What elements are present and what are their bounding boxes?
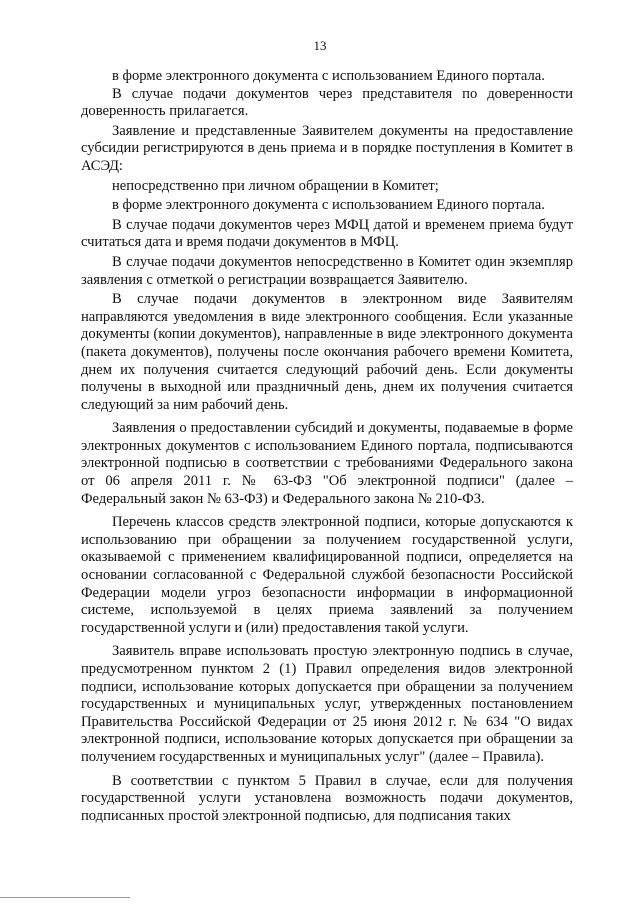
scan-edge-line xyxy=(0,897,130,900)
page-number: 13 xyxy=(313,38,327,53)
paragraph: В соответствии с пунктом 5 Правил в случае, если для получения государственной услуги установлена возможность подачи документов, подписанных простой электронной подписью, для подписания таких xyxy=(81,772,573,824)
document-body xyxy=(81,68,573,825)
paragraph: Заявления о предоставлении субсидий и документы, подаваемые в форме электронных документов с использованием Единого портала, подписываются электронной подписью в соответствии с требованиями Федерального закона от 06 апреля 2011 г. № 63-ФЗ "Об электронной подписи" (далее – Федеральный закон № 63-ФЗ) и Федерального закона № 210-ФЗ. xyxy=(81,420,573,507)
paragraph: В случае подачи документов в электронном виде Заявителям направляются уведомления в виде электронного сообщения. Если указанные документы (копии документов), направленные в виде электронного документа (пакета документов), получены после окончания рабочего времени Комитета, днем их получения считается следующий рабочий день. Если документы получены в выходной или праздничный день, днем их получения считается следующий за ним рабочий день. xyxy=(81,291,573,413)
paragraph: В случае подачи документов через представителя по доверенности доверенность прилагается. xyxy=(81,85,573,120)
paragraph: в форме электронного документа с использованием Единого портала. xyxy=(112,68,545,84)
paragraph: В случае подачи документов через МФЦ датой и временем приема будут считаться дата и время подачи документов в МФЦ. xyxy=(81,216,573,251)
paragraph: В случае подачи документов непосредственно в Комитет один экземпляр заявления с отметкой о регистрации возвращается Заявителю. xyxy=(81,253,573,288)
paragraph: Заявление и представленные Заявителем документы на предоставление субсидии регистрируются в день приема и в порядке поступления в Комитет в АСЭД: xyxy=(81,122,573,174)
paragraph: Перечень классов средств электронной подписи, которые допускаются к использованию при обращении за получением государственной услуги, оказываемой с применением квалифицированной подписи, определяется на основании согласованной с Федеральной службой безопасности Российской Федерации модели угроз безопасности информации в информационной системе, используемой в целях приема заявлений за получением государственной услуги и (или) предоставления такой услуги. xyxy=(81,514,573,636)
paragraph: Заявитель вправе использовать простую электронную подпись в случае, предусмотренном пунктом 2 (1) Правил определения видов электронной подписи, использование которых допускается при обращении за получением государственных и муниципальных услуг, утвержденных постановлением Правительства Российской Федерации от 25 июня 2012 г. № 634 "О видах электронной подписи, использование которых допускается при обращении за получением государственных и муниципальных услуг" (далее – Правила). xyxy=(81,643,573,765)
paragraph: в форме электронного документа с использованием Единого портала. xyxy=(112,197,545,214)
paragraph: непосредственно при личном обращении в Комитет; xyxy=(112,177,439,194)
